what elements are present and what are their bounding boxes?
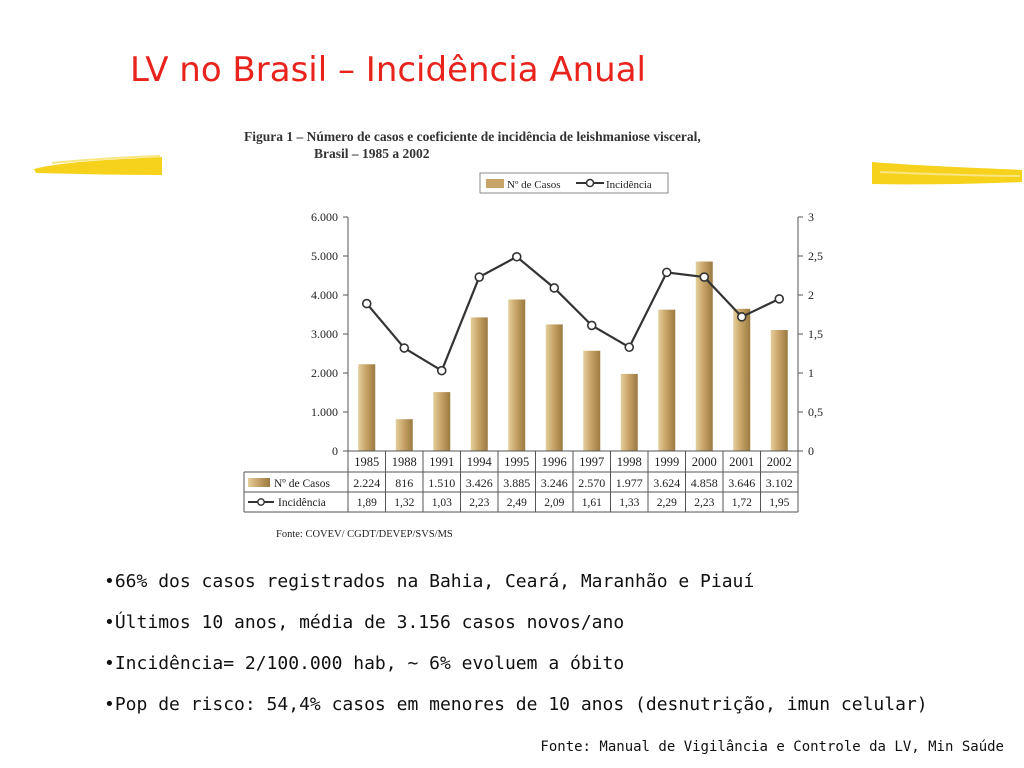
cases-value-label: 3.246 bbox=[540, 476, 568, 490]
table-cases-swatch bbox=[248, 478, 270, 487]
x-tick-label: 2000 bbox=[691, 455, 717, 469]
bar-1985 bbox=[358, 364, 375, 451]
x-tick-label: 1985 bbox=[354, 455, 380, 469]
bullet-item: • Incidência= 2/100.000 hab, ~ 6% evoluem a óbito bbox=[104, 652, 928, 693]
incidence-value-label: 2,23 bbox=[469, 497, 490, 509]
bullet-list bbox=[104, 570, 928, 734]
legend-label-cases: Nº de Casos bbox=[507, 179, 561, 191]
incidence-value-label: 2,09 bbox=[544, 497, 565, 509]
chart-legend bbox=[480, 173, 668, 193]
x-tick-label: 1996 bbox=[541, 455, 567, 469]
incidence-value-label: 1,95 bbox=[769, 497, 790, 509]
y-left-tick-label: 0 bbox=[332, 444, 338, 458]
bar-1996 bbox=[546, 324, 563, 451]
bar-2000 bbox=[696, 262, 713, 451]
x-tick-label: 1998 bbox=[616, 455, 642, 469]
cases-value-label: 2.570 bbox=[578, 476, 606, 490]
y-left-tick-label: 1.000 bbox=[311, 405, 338, 419]
figure-caption-line1: Figura 1 – Número de casos e coeficiente de incidência de leishmaniose visceral, bbox=[244, 129, 701, 144]
table-incidence-marker bbox=[258, 499, 264, 505]
y-right-tick-label: 3 bbox=[808, 210, 814, 224]
legend-line-marker bbox=[587, 180, 594, 187]
bar-1994 bbox=[471, 317, 488, 451]
y-left-tick-label: 5.000 bbox=[311, 249, 338, 263]
y-right-tick-label: 1 bbox=[808, 366, 814, 380]
cases-value-label: 3.624 bbox=[653, 476, 681, 490]
x-tick-label: 2002 bbox=[766, 455, 792, 469]
cases-value-label: 1.977 bbox=[615, 476, 643, 490]
cases-value-label: 2.224 bbox=[353, 476, 381, 490]
table-row-label-cases: Nº de Casos bbox=[274, 478, 330, 490]
incidence-point-1998 bbox=[625, 343, 633, 351]
legend-label-incidence: Incidência bbox=[606, 179, 652, 191]
incidence-value-label: 2,49 bbox=[506, 497, 527, 509]
figure-caption-line2: Brasil – 1985 a 2002 bbox=[314, 146, 430, 161]
x-tick-label: 1999 bbox=[654, 455, 680, 469]
y-right-tick-label: 2,5 bbox=[808, 249, 823, 263]
y-right-tick-label: 2 bbox=[808, 288, 814, 302]
bar-1991 bbox=[433, 392, 450, 451]
table-row-label-incidence: Incidência bbox=[278, 497, 326, 509]
cases-value-label: 3.885 bbox=[503, 476, 531, 490]
incidence-point-1991 bbox=[438, 367, 446, 375]
incidence-point-2002 bbox=[775, 295, 783, 303]
incidence-point-1997 bbox=[588, 321, 596, 329]
cases-value-label: 3.102 bbox=[765, 476, 793, 490]
slide-source: Fonte: Manual de Vigilância e Controle da LV, Min Saúde bbox=[540, 739, 1004, 755]
x-tick-label: 1994 bbox=[466, 455, 492, 469]
y-right-tick-label: 0 bbox=[808, 444, 814, 458]
cases-value-label: 1.510 bbox=[428, 476, 456, 490]
incidence-value-label: 1,61 bbox=[581, 497, 602, 509]
bar-2001 bbox=[733, 309, 750, 451]
bar-2002 bbox=[771, 330, 788, 451]
bar-1995 bbox=[508, 299, 525, 451]
incidence-value-label: 2,23 bbox=[694, 497, 715, 509]
y-left-tick-label: 4.000 bbox=[311, 288, 338, 302]
incidence-point-1988 bbox=[400, 344, 408, 352]
cases-value-label: 3.646 bbox=[728, 476, 756, 490]
incidence-value-label: 1,32 bbox=[394, 497, 415, 509]
x-tick-label: 1995 bbox=[504, 455, 530, 469]
bar-1997 bbox=[583, 351, 600, 451]
cases-value-label: 3.426 bbox=[465, 476, 493, 490]
incidence-point-1985 bbox=[363, 300, 371, 308]
incidence-value-label: 2,29 bbox=[656, 497, 677, 509]
bar-1999 bbox=[658, 310, 675, 451]
bullet-item: • Últimos 10 anos, média de 3.156 casos novos/ano bbox=[104, 611, 928, 652]
figure-source: Fonte: COVEV/ CGDT/DEVEP/SVS/MS bbox=[276, 529, 453, 540]
incidence-value-label: 1,33 bbox=[619, 497, 640, 509]
legend-bar-swatch bbox=[486, 179, 504, 188]
x-tick-label: 2001 bbox=[729, 455, 755, 469]
bar-1988 bbox=[396, 419, 413, 451]
incidence-point-2001 bbox=[738, 313, 746, 321]
cases-value-label: 816 bbox=[395, 476, 414, 490]
bullet-item: • Pop de risco: 54,4% casos em menores de 10 anos (desnutrição, imun celular) bbox=[104, 693, 928, 734]
y-right-tick-label: 0,5 bbox=[808, 405, 823, 419]
x-tick-label: 1991 bbox=[429, 455, 455, 469]
incidence-point-1999 bbox=[663, 268, 671, 276]
bullet-item: • 66% dos casos registrados na Bahia, Ceará, Maranhão e Piauí bbox=[104, 570, 928, 611]
incidence-point-1994 bbox=[475, 273, 483, 281]
incidence-point-1995 bbox=[513, 253, 521, 261]
incidence-point-2000 bbox=[700, 273, 708, 281]
incidence-line bbox=[367, 257, 780, 371]
x-tick-label: 1997 bbox=[579, 455, 605, 469]
incidence-point-1996 bbox=[550, 284, 558, 292]
y-left-tick-label: 6.000 bbox=[311, 210, 338, 224]
x-tick-label: 1988 bbox=[391, 455, 417, 469]
incidence-value-label: 1,89 bbox=[356, 497, 377, 509]
y-left-tick-label: 2.000 bbox=[311, 366, 338, 380]
cases-value-label: 4.858 bbox=[690, 476, 718, 490]
incidence-value-label: 1,72 bbox=[731, 497, 752, 509]
slide-title: LV no Brasil – Incidência Anual bbox=[130, 50, 646, 90]
incidence-value-label: 1,03 bbox=[431, 497, 452, 509]
y-left-tick-label: 3.000 bbox=[311, 327, 338, 341]
y-right-tick-label: 1,5 bbox=[808, 327, 823, 341]
bar-1998 bbox=[621, 374, 638, 451]
